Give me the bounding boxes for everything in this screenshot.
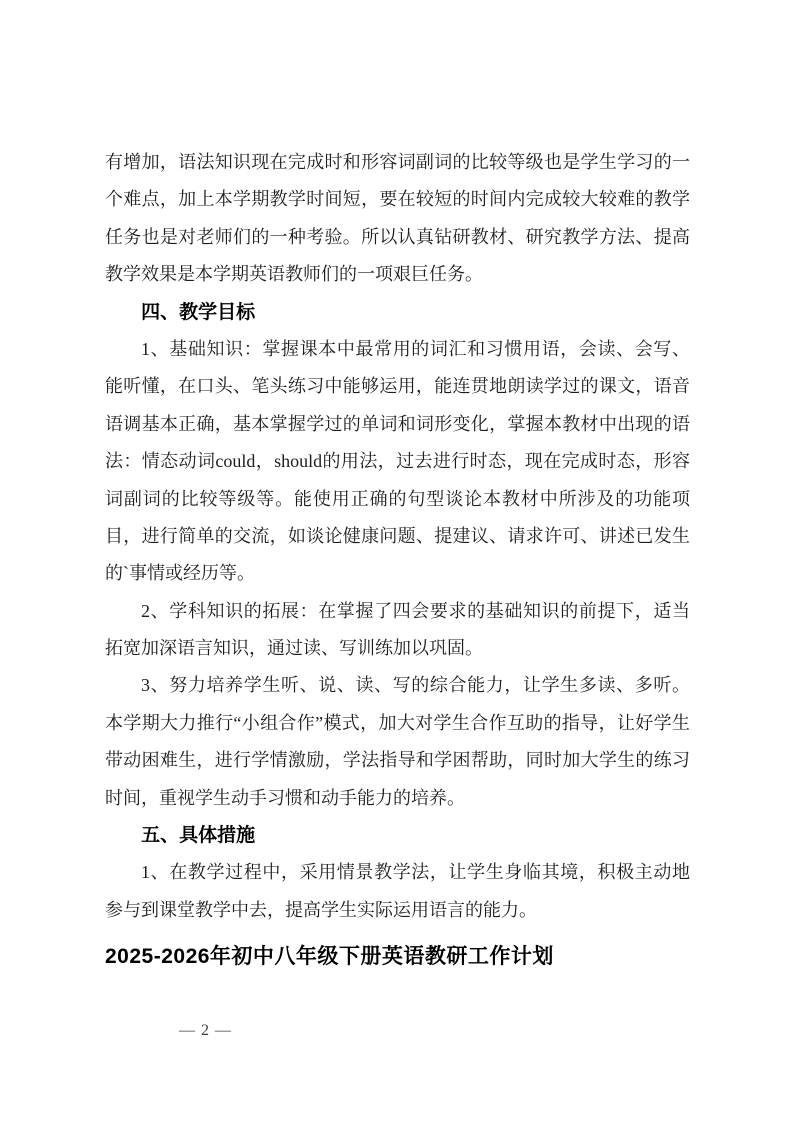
body-line: 语调基本正确，基本掌握学过的单词和词形变化，掌握本教材中出现的语 bbox=[105, 413, 690, 434]
body-line: 1、基础知识：掌握课本中最常用的词汇和习惯用语，会读、会写、 bbox=[141, 338, 690, 359]
section-heading-teaching-goals: 四、教学目标 bbox=[141, 301, 256, 323]
paragraph-continuation bbox=[105, 144, 690, 294]
page-number: — 2 — bbox=[179, 1022, 232, 1039]
paragraph-knowledge-expansion bbox=[105, 593, 690, 668]
section-heading-concrete-measures: 五、具体措施 bbox=[141, 825, 256, 847]
body-line: 1、在教学过程中，采用情景教学法，让学生身临其境，积极主动地 bbox=[141, 862, 690, 883]
body-line: 拓宽加深语言知识，通过读、写训练加以巩固。 bbox=[105, 638, 483, 659]
paragraph-comprehensive-ability bbox=[105, 667, 690, 817]
body-line: 能听懂，在口头、笔头练习中能够运用，能连贯地朗读学过的课文，语音 bbox=[105, 376, 690, 397]
doc-title: 2025-2026年初中八年级下册英语教研工作计划 bbox=[105, 945, 554, 969]
body-line: 目，进行简单的交流，如谈论健康问题、提建议、请求许可、讲述已发生 bbox=[105, 525, 690, 546]
body-line: 的`事情或经历等。 bbox=[105, 563, 255, 584]
body-line: 本学期大力推行“小组合作”模式，加大对学生合作互助的指导，让好学生 bbox=[105, 712, 690, 733]
body-line: 有增加，语法知识现在完成时和形容词副词的比较等级也是学生学习的一 bbox=[105, 152, 690, 172]
body-line: 带动困难生，进行学情激励，学法指导和学困帮助，同时加大学生的练习 bbox=[105, 750, 690, 771]
paragraph-measure-1 bbox=[105, 854, 690, 929]
body-line: 2、学科知识的拓展：在掌握了四会要求的基础知识的前提下，适当 bbox=[141, 600, 690, 621]
document-body bbox=[105, 144, 690, 977]
body-line: 法：情态动词could，should的用法，过去进行时态，现在完成时态，形容 bbox=[105, 451, 690, 472]
body-line: 3、努力培养学生听、说、读、写的综合能力，让学生多读、多听。 bbox=[141, 675, 690, 696]
paragraph-basic-knowledge bbox=[105, 331, 690, 593]
body-line: 参与到课堂教学中去，提高学生实际运用语言的能力。 bbox=[105, 899, 537, 920]
body-line: 词副词的比较等级等。能使用正确的句型谈论本教材中所涉及的功能项 bbox=[105, 488, 690, 509]
body-line: 时间，重视学生动手习惯和动手能力的培养。 bbox=[105, 787, 465, 808]
body-line: 教学效果是本学期英语教师们的一项艰巨任务。 bbox=[105, 264, 483, 285]
body-line: 个难点，加上本学期教学时间短，要在较短的时间内完成较大较难的教学 bbox=[105, 189, 690, 210]
body-line: 任务也是对老师们的一种考验。所以认真钻研教材、研究教学方法、提高 bbox=[105, 226, 690, 247]
